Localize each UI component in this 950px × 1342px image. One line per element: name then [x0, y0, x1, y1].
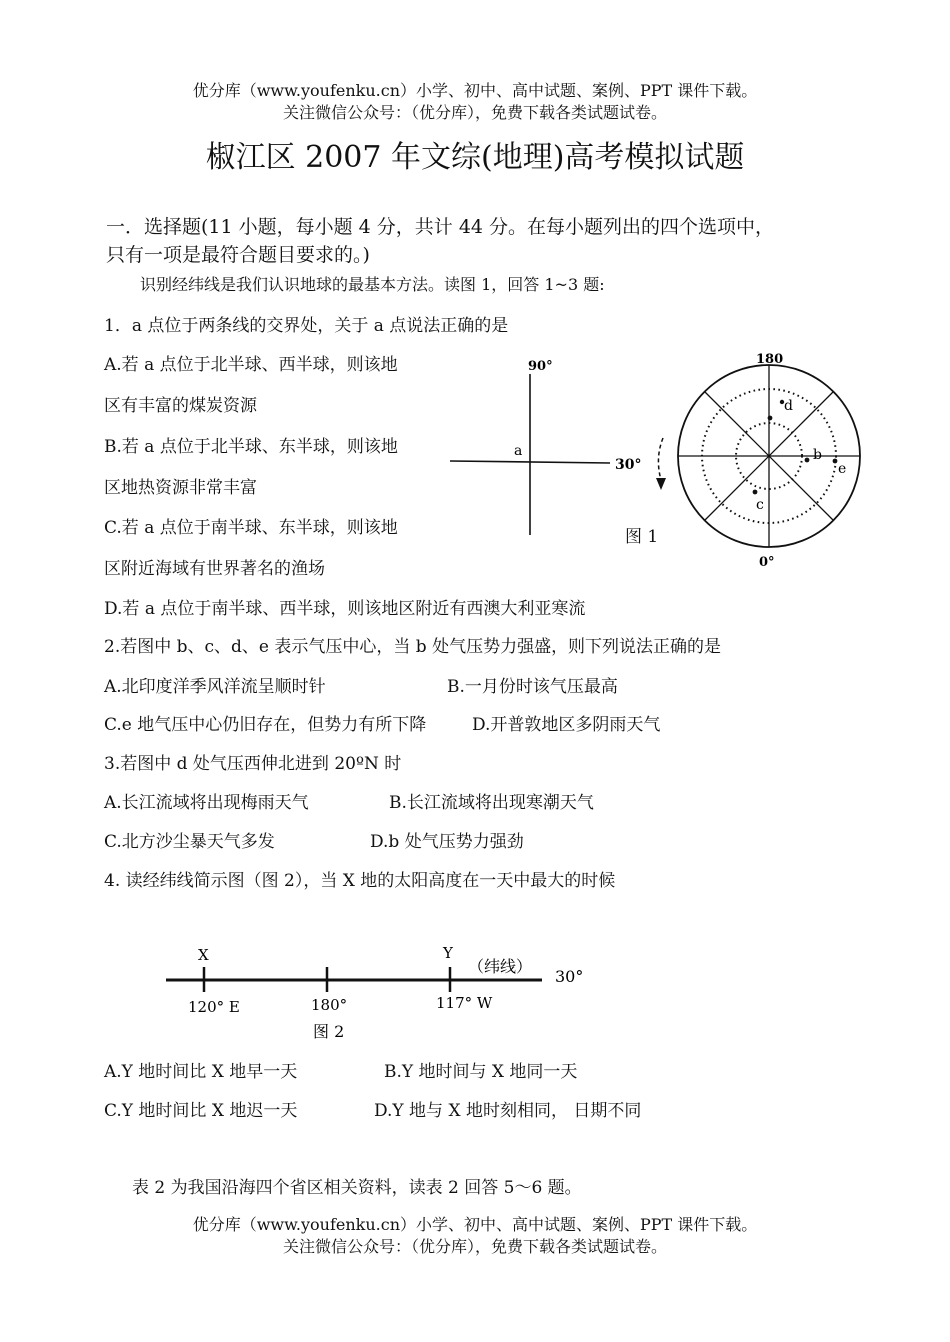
section-heading-line-2: 只有一项是最符合题目要求的。) [106, 244, 370, 266]
point-e [833, 459, 838, 464]
point-a-label: a [514, 443, 523, 459]
figure-1-polar-diagram [645, 350, 875, 575]
latitude-value: 30° [555, 967, 584, 986]
point-b-label: b [813, 447, 822, 463]
q4-option-c: C.Y 地时间比 X 地迟一天 [104, 1101, 298, 1121]
polar-top-label: 180 [756, 352, 784, 367]
q3-option-a: A.长江流域将出现梅雨天气 [104, 793, 309, 813]
q3-option-c: C.北方沙尘暴天气多发 [104, 832, 275, 852]
cross-right-label: 30° [615, 457, 642, 473]
q2-option-a: A.北印度洋季风洋流呈顺时针 [104, 677, 326, 697]
table-2-intro: 表 2 为我国沿海四个省区相关资料，读表 2 回答 5～6 题。 [132, 1178, 582, 1198]
polar-bottom-label: 0° [759, 555, 775, 570]
point-d-dot [780, 400, 784, 404]
q1-option-a-line1: A.若 a 点位于北半球、西半球，则该地 [104, 355, 398, 375]
point-e-label: e [838, 461, 847, 477]
point-d-label: d [784, 398, 793, 414]
q1-option-c-line2: 区附近海域有世界著名的渔场 [104, 559, 325, 579]
q2-option-b: B.一月份时该气压最高 [447, 677, 618, 697]
q2-option-d: D.开普敦地区多阴雨天气 [472, 715, 661, 735]
q1-option-d: D.若 a 点位于南半球、西半球，则该地区附近有西澳大利亚寒流 [104, 599, 586, 619]
q4-option-a: A.Y 地时间比 X 地早一天 [104, 1062, 298, 1082]
rotation-arrowhead-icon [656, 478, 666, 490]
page-title: 椒江区 2007 年文综(地理)高考模拟试题 [205, 140, 745, 175]
intro-text: 识别经纬线是我们认识地球的最基本方法。读图 1，回答 1~3 题: [140, 275, 605, 294]
q3-option-b: B.长江流域将出现寒潮天气 [389, 793, 594, 813]
point-c-label: c [756, 497, 764, 513]
point-d [768, 416, 773, 421]
point-b [805, 458, 810, 463]
q1-option-b-line1: B.若 a 点位于北半球、东半球，则该地 [104, 437, 398, 457]
point-y-label: Y [443, 944, 453, 962]
q1-option-a-line2: 区有丰富的煤炭资源 [104, 396, 257, 416]
tick-label-180: 180° [311, 996, 348, 1014]
q4-option-b: B.Y 地时间与 X 地同一天 [384, 1062, 578, 1082]
q2-stem: 2.若图中 b、c、d、e 表示气压中心，当 b 处气压势力强盛，则下列说法正确的是 [104, 637, 722, 657]
tick-label-117w: 117° W [436, 994, 493, 1012]
q1-option-b-line2: 区地热资源非常丰富 [104, 478, 257, 498]
q4-option-d: D.Y 地与 X 地时刻相同， 日期不同 [374, 1101, 642, 1121]
tick-label-120e: 120° E [188, 998, 240, 1016]
point-x-label: X [198, 946, 209, 964]
q3-stem: 3.若图中 d 处气压西伸北进到 20ºN 时 [104, 754, 402, 774]
footer-line-1: 优分库（www.youfenku.cn）小学、初中、高中试题、案例、PPT 课件下载。 [192, 1215, 758, 1234]
footer-line-2: 关注微信公众号：（优分库），免费下载各类试题试卷。 [282, 1237, 667, 1256]
q2-option-c: C.e 地气压中心仍旧存在，但势力有所下降 [104, 715, 427, 735]
figure-1-caption: 图 1 [625, 527, 659, 547]
parallel-line [450, 461, 610, 463]
header-line-2: 关注微信公众号：（优分库），免费下载各类试题试卷。 [282, 103, 667, 122]
q1-option-c-line1: C.若 a 点位于南半球、东半球，则该地 [104, 518, 398, 538]
rotation-arrow-icon [658, 438, 663, 480]
figure-1-cross-diagram [440, 352, 650, 542]
latitude-label: （纬线） [468, 957, 533, 976]
cross-top-label: 90° [528, 359, 553, 374]
header-line-1: 优分库（www.youfenku.cn）小学、初中、高中试题、案例、PPT 课件下载。 [192, 81, 758, 100]
figure-2-caption: 图 2 [313, 1022, 345, 1041]
point-c [753, 490, 758, 495]
figure-2-latitude-diagram [150, 940, 600, 1050]
section-heading-line-1: 一．选择题(11 小题，每小题 4 分，共计 44 分。在每小题列出的四个选项中， [106, 216, 775, 238]
q3-option-d: D.b 处气压势力强劲 [370, 832, 524, 852]
q1-stem: 1．a 点位于两条线的交界处，关于 a 点说法正确的是 [104, 316, 509, 336]
q4-stem: 4. 读经纬线简示图（图 2），当 X 地的太阳高度在一天中最大的时候 [104, 871, 616, 891]
